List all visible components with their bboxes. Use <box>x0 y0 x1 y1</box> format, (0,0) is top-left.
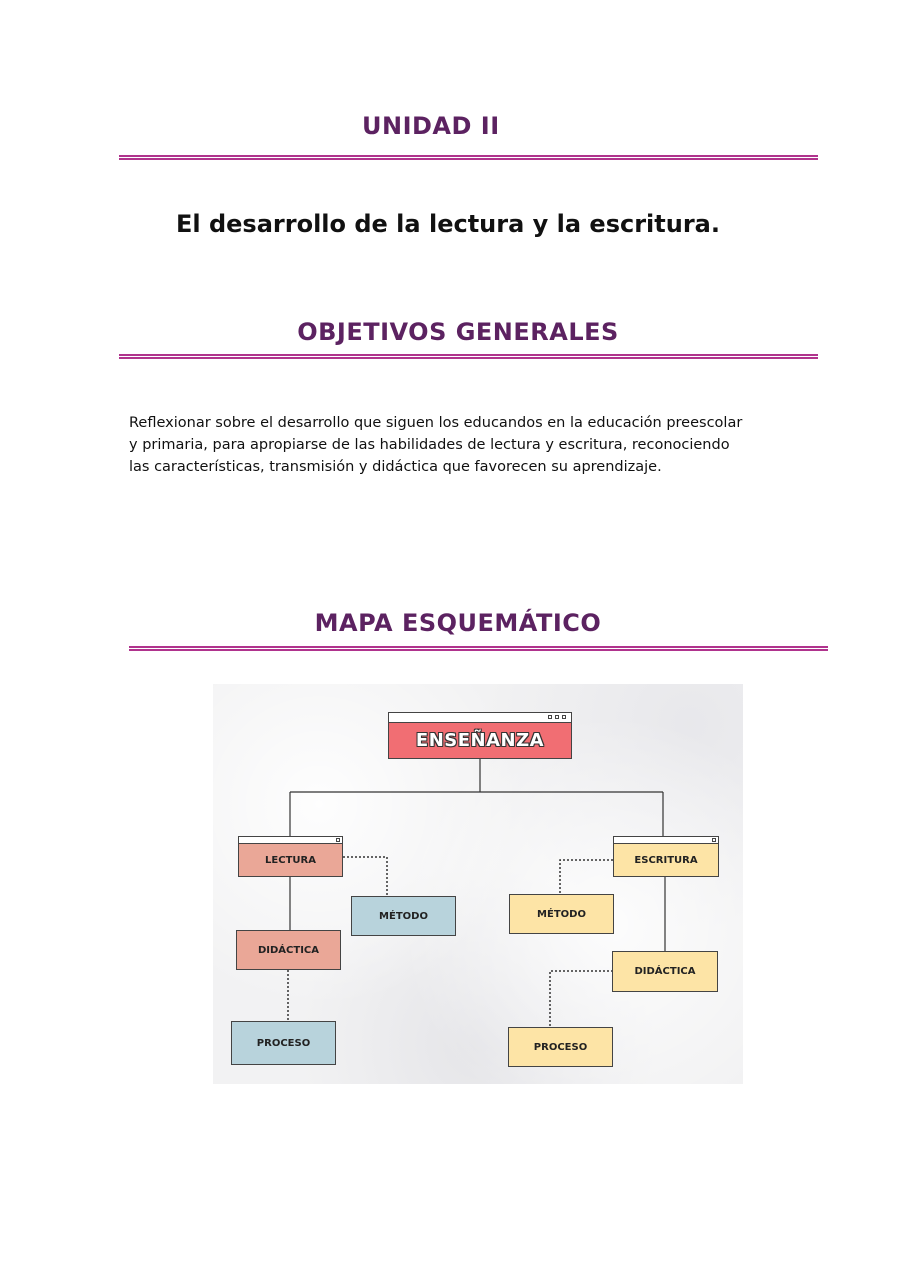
node-metodo-left <box>351 896 456 936</box>
window-control-icon <box>562 715 566 719</box>
objectives-heading: OBJETIVOS GENERALES <box>297 318 619 346</box>
node-metodo-right-label: MÉTODO <box>537 908 586 920</box>
objectives-paragraph <box>129 412 749 478</box>
objectives-line: Reflexionar sobre el desarrollo que siguen los educandos en la educación preescolar <box>129 415 743 431</box>
root-node-label: ENSEÑANZA <box>415 730 545 751</box>
node-escritura-label: ESCRITURA <box>634 854 698 866</box>
objectives-divider <box>119 354 818 356</box>
root-node <box>388 722 572 759</box>
node-escritura <box>613 843 719 877</box>
node-proceso-left-label: PROCESO <box>256 1037 311 1049</box>
node-didactica-left-label: DIDÁCTICA <box>257 944 320 956</box>
window-control-icon <box>555 715 559 719</box>
map-divider <box>129 646 828 648</box>
node-didactica-left <box>236 930 341 970</box>
node-lectura <box>238 843 343 877</box>
unit-subtitle: El desarrollo de la lectura y la escritura. <box>176 210 720 238</box>
concept-map <box>213 684 743 1084</box>
node-proceso-right <box>508 1027 613 1067</box>
map-heading: MAPA ESQUEMÁTICO <box>314 609 602 637</box>
window-control-icon <box>712 838 716 842</box>
node-metodo-left-label: MÉTODO <box>379 910 428 922</box>
node-didactica-right <box>612 951 718 992</box>
window-control-icon <box>548 715 552 719</box>
objectives-line: y primaria, para apropiarse de las habilidades de lectura y escritura, reconociendo <box>129 437 730 453</box>
node-metodo-right <box>509 894 614 934</box>
dotted-connector <box>550 971 613 1027</box>
unit-title: UNIDAD II <box>362 112 500 140</box>
dotted-connector <box>343 857 387 896</box>
title-divider <box>119 155 818 157</box>
node-proceso-right-label: PROCESO <box>533 1041 588 1053</box>
node-didactica-right-label: DIDÁCTICA <box>634 966 696 977</box>
objectives-line: las características, transmisión y didáctica que favorecen su aprendizaje. <box>129 459 662 475</box>
node-proceso-left <box>231 1021 336 1065</box>
window-control-icon <box>336 838 340 842</box>
dotted-connector <box>560 860 613 894</box>
node-lectura-label: LECTURA <box>265 854 316 866</box>
